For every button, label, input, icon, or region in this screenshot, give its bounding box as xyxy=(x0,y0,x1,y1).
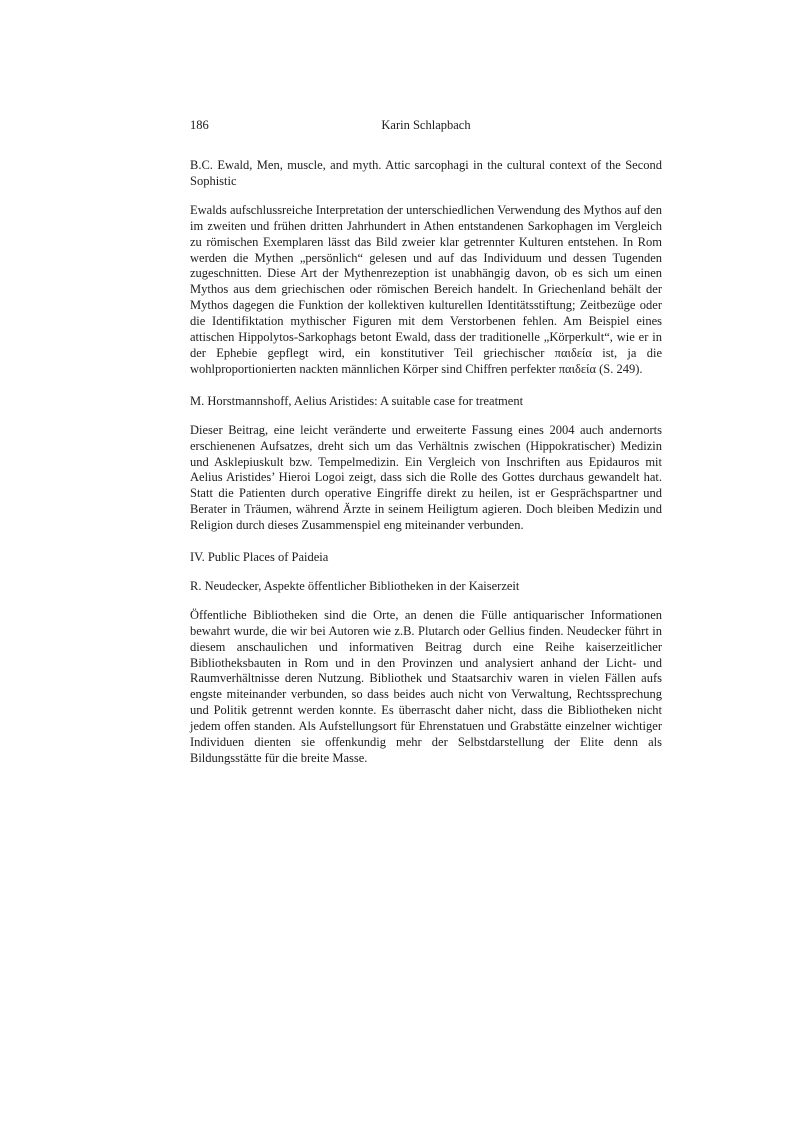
review-body-ewald: Ewalds aufschlussreiche Interpretation der unterschiedlichen Verwendung des Mythos auf den im zweiten und frühen dritten Jahrhundert in Athen entstandenen Sarkophagen im Vergleich zu römischen Exemplaren lässt das Bild zweier klar getrennter Kulturen entstehen. In Rom werden die Mythen „persönlich“ gelesen und auf das Individuum und dessen Tugenden zugeschnitten. Diese Art der Mythenrezeption ist unabhängig davon, ob es sich um einen Mythos aus dem griechischen oder römischen Bereich handelt. In Griechenland behält der Mythos dagegen die Funktion der kollektiven kulturellen Identitätsstiftung; Zeitbezüge oder die Identifiktation mythischer Figuren mit dem Verstorbenen fehlen. Am Beispiel eines attischen Hippolytos-Sarkophags betont Ewald, dass der traditionelle „Körperkult“, wie er in der Ephebie gepflegt wird, ein konstitutiver Teil griechischer παιδεία ist, ja die wohlproportionierten nackten männlichen Körper sind Chiffren perfekter παιδεία (S. 249). xyxy=(190,202,662,376)
section-heading-public-places: IV. Public Places of Paideia xyxy=(190,550,329,565)
review-heading-ewald: B.C. Ewald, Men, muscle, and myth. Attic sarcophagi in the cultural context of the Second Sophistic xyxy=(190,158,662,188)
review-body-horstmannshoff: Dieser Beitrag, eine leicht veränderte und erweiterte Fassung eines 2004 auch andernorts erschienenen Aufsatzes, dreht sich um das Verhältnis zwischen (Hippokratischer) Medizin und Asklepiuskult bzw. Tempelmedizin. Ein Vergleich von Inschriften aus Epidauros mit Aelius Aristides’ Hieroi Logoi zeigt, dass sich die Rolle des Gottes durchaus gewandelt hat. Statt die Patienten durch operative Eingriffe direkt zu heilen, ist er Gesprächspartner und Berater in Träumen, während Ärzte in seinem Heiligtum agieren. Doch bleiben Medizin und Religion durch dieses Zusammenspiel eng miteinander verbunden. xyxy=(190,422,662,533)
review-body-neudecker: Öffentliche Bibliotheken sind die Orte, an denen die Fülle antiquarischer Informationen bewahrt wurde, die wir bei Autoren wie z.B. Plutarch oder Gellius finden. Neudecker führt in diesem anschaulichen und informativen Beitrag durch eine Reihe kaiserzeitlicher Bibliotheksbauten in Rom und in den Provinzen und analysiert anhand der Licht- und Raumverhältnisse deren Nutzung. Bibliothek und Staatsarchiv waren in vielen Fällen aufs engste miteinander verbunden, so dass beides auch nicht von Verwaltung, Rechtssprechung und Politik getrennt werden konnte. Es überrascht daher nicht, dass die Bibliotheken nicht jedem offen standen. Als Aufstellungsort für Ehrenstatuen und Grabstätte einzelner wichtiger Individuen dienten sie offenkundig mehr der Selbstdarstellung der Elite denn als Bildungsstätte für die breite Masse. xyxy=(190,607,662,765)
running-head xyxy=(190,118,662,135)
review-heading-horstmannshoff: M. Horstmannshoff, Aelius Aristides: A suitable case for treatment xyxy=(190,393,524,408)
page-number: 186 xyxy=(190,118,209,132)
text-block xyxy=(190,118,662,783)
running-title: Karin Schlapbach xyxy=(381,118,471,132)
review-heading-neudecker: R. Neudecker, Aspekte öffentlicher Bibliotheken in der Kaiserzeit xyxy=(190,578,520,593)
